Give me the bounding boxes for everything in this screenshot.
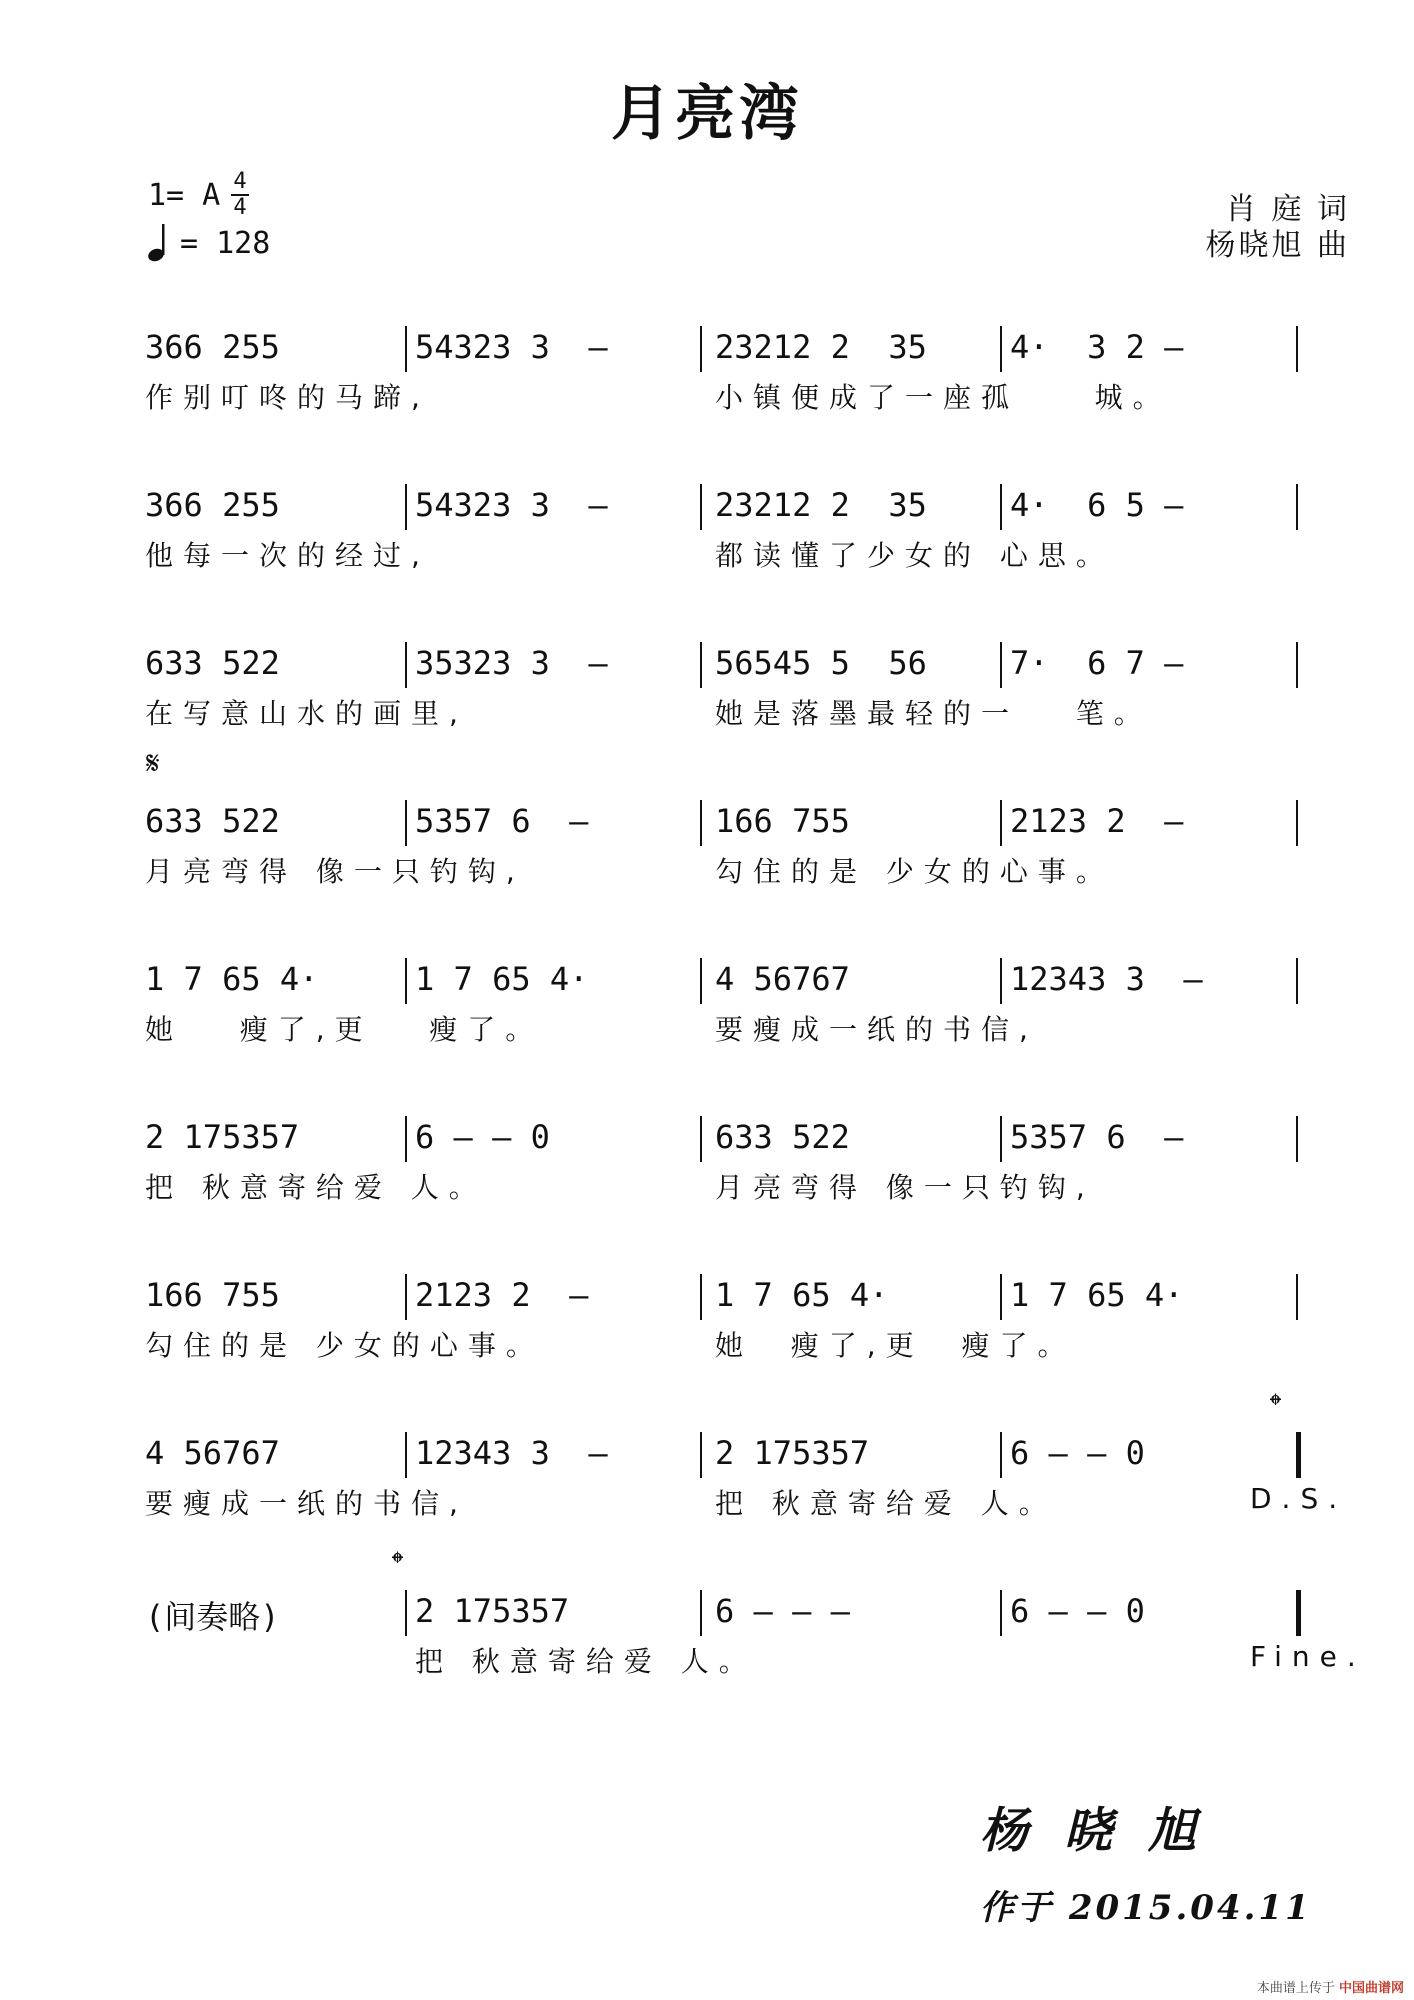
lyricist-credit: 肖 庭 词 — [1225, 192, 1350, 227]
measure-notes: 1 7 65 4· — [415, 960, 589, 998]
measure-notes: 2 175357 — [715, 1434, 870, 1472]
measure-lyrics: 他每一次的经过, — [145, 539, 430, 572]
lyrics-row — [0, 850, 1414, 894]
barline — [700, 1116, 702, 1162]
notes-row — [0, 950, 1414, 1010]
measure-notes: 54323 3 – — [415, 328, 608, 366]
score-line — [0, 1108, 1414, 1258]
barline — [700, 1274, 702, 1320]
measure-lyrics: 她是落墨最轻的一 笔。 — [715, 697, 1152, 730]
measure-notes: 23212 2 35 — [715, 486, 927, 524]
measure-notes: 2 175357 — [145, 1118, 300, 1156]
measure-notes: 12343 3 – — [415, 1434, 608, 1472]
barline — [700, 326, 702, 372]
barline — [405, 800, 407, 846]
notes-row — [0, 1266, 1414, 1326]
barline — [1296, 800, 1298, 846]
notes-row — [0, 792, 1414, 852]
score-line — [0, 318, 1414, 468]
quarter-note-icon — [148, 222, 166, 262]
measure-lyrics: 都读懂了少女的 心思。 — [715, 539, 1114, 572]
measure-lyrics: 作别叮咚的马蹄, — [145, 381, 430, 414]
measure-notes: 1 7 65 4· — [715, 1276, 889, 1314]
measure-notes: 633 522 — [715, 1118, 850, 1156]
measure-notes: 56545 5 56 — [715, 644, 927, 682]
measure-notes: 6 – – 0 — [1010, 1434, 1145, 1472]
barline — [405, 1590, 407, 1636]
barline — [1296, 642, 1298, 688]
measure-lyrics: D.S. — [1250, 1482, 1348, 1515]
notes-row — [0, 634, 1414, 694]
barline — [700, 1432, 702, 1478]
notes-row — [0, 476, 1414, 536]
key-signature: 1= A — [148, 178, 221, 213]
song-title: 月亮湾 — [611, 79, 803, 149]
barline — [405, 1274, 407, 1320]
time-signature — [228, 170, 252, 220]
notes-row — [0, 1108, 1414, 1168]
watermark — [1257, 1977, 1404, 1996]
measure-notes: 54323 3 – — [415, 486, 608, 524]
measure-lyrics: 在写意山水的画里, — [145, 697, 468, 730]
barline — [700, 484, 702, 530]
coda-icon: 𝄌 — [1270, 1386, 1282, 1424]
measure-notes: 366 255 — [145, 328, 280, 366]
score-line — [0, 950, 1414, 1100]
barline — [700, 958, 702, 1004]
score-line — [0, 476, 1414, 626]
measure-lyrics: 她 瘦了,更 瘦了。 — [715, 1329, 1076, 1362]
barline — [1296, 326, 1298, 372]
measure-notes: 5357 6 – — [1010, 1118, 1184, 1156]
measure-notes: (间奏略) — [145, 1598, 280, 1636]
barline — [1296, 1274, 1298, 1320]
watermark-prefix: 本曲谱上传于 — [1256, 1981, 1335, 1996]
time-signature-top: 4 — [233, 169, 247, 194]
measure-notes: 1 7 65 4· — [1010, 1276, 1184, 1314]
measure-notes: 366 255 — [145, 486, 280, 524]
barline — [700, 642, 702, 688]
measure-lyrics: 勾住的是 少女的心事。 — [715, 855, 1114, 888]
score-line — [0, 1582, 1414, 1732]
notes-row — [0, 1582, 1414, 1642]
lyrics-row — [0, 1482, 1414, 1526]
barline — [1000, 1590, 1002, 1636]
barline — [1296, 1116, 1298, 1162]
measure-lyrics: 要瘦成一纸的书信, — [715, 1013, 1038, 1046]
barline — [405, 484, 407, 530]
lyrics-row — [0, 1324, 1414, 1368]
measure-notes: 6 – – 0 — [1010, 1592, 1145, 1630]
measure-lyrics: 勾住的是 少女的心事。 — [145, 1329, 544, 1362]
lyrics-row — [0, 1166, 1414, 1210]
lyrics-row — [0, 692, 1414, 736]
measure-lyrics: 要瘦成一纸的书信, — [145, 1487, 468, 1520]
measure-notes: 2123 2 – — [415, 1276, 589, 1314]
measure-lyrics: 她 瘦了,更 瘦了。 — [145, 1013, 544, 1046]
measure-lyrics: 把 秋意寄给爱 人。 — [145, 1171, 487, 1204]
watermark-brand: 中国曲谱网 — [1338, 1981, 1404, 1996]
measure-notes: 12343 3 – — [1010, 960, 1203, 998]
barline — [1296, 958, 1298, 1004]
lyrics-row — [0, 534, 1414, 578]
measure-notes: 35323 3 – — [415, 644, 608, 682]
measure-lyrics: Fine. — [1250, 1640, 1366, 1673]
barline — [1000, 1274, 1002, 1320]
barline — [700, 800, 702, 846]
composer-signature: 杨晓旭 — [980, 1803, 1233, 1859]
measure-notes: 7· 6 7 – — [1010, 644, 1184, 682]
measure-lyrics: 月亮弯得 像一只钓钩, — [715, 1171, 1095, 1204]
barline — [1000, 326, 1002, 372]
score-line — [0, 792, 1414, 942]
barline — [1296, 1432, 1301, 1478]
composer-credit: 杨晓旭 曲 — [1205, 228, 1350, 263]
composition-date: 作于 2015.04.11 — [980, 1888, 1312, 1928]
measure-lyrics: 把 秋意寄给爱 人。 — [715, 1487, 1057, 1520]
barline — [1000, 1432, 1002, 1478]
barline — [405, 958, 407, 1004]
measure-notes: 166 755 — [145, 1276, 280, 1314]
measure-notes: 6 – – – — [715, 1592, 850, 1630]
measure-lyrics: 月亮弯得 像一只钓钩, — [145, 855, 525, 888]
barline — [700, 1590, 702, 1636]
tempo-marking: = 128 — [180, 226, 271, 261]
notes-row — [0, 318, 1414, 378]
lyrics-row — [0, 1008, 1414, 1052]
barline — [1000, 958, 1002, 1004]
measure-notes: 23212 2 35 — [715, 328, 927, 366]
barline — [1000, 1116, 1002, 1162]
barline — [1296, 484, 1298, 530]
measure-notes: 4· 6 5 – — [1010, 486, 1184, 524]
measure-notes: 4 56767 — [715, 960, 850, 998]
measure-notes: 166 755 — [715, 802, 850, 840]
measure-notes: 1 7 65 4· — [145, 960, 319, 998]
measure-lyrics: 小镇便成了一座孤 城。 — [715, 381, 1171, 414]
score-line — [0, 634, 1414, 784]
measure-notes: 633 522 — [145, 644, 280, 682]
measure-notes: 2 175357 — [415, 1592, 570, 1630]
segno-icon: 𝄋 — [146, 744, 160, 782]
notes-row — [0, 1424, 1414, 1484]
lyrics-row — [0, 376, 1414, 420]
barline — [405, 642, 407, 688]
lyrics-row — [0, 1640, 1414, 1684]
time-signature-bottom: 4 — [233, 195, 247, 220]
barline — [1000, 800, 1002, 846]
barline — [405, 1432, 407, 1478]
measure-notes: 633 522 — [145, 802, 280, 840]
measure-notes: 5357 6 – — [415, 802, 589, 840]
score-line — [0, 1424, 1414, 1574]
barline — [405, 326, 407, 372]
barline — [1000, 642, 1002, 688]
measure-notes: 2123 2 – — [1010, 802, 1184, 840]
measure-notes: 4· 3 2 – — [1010, 328, 1184, 366]
measure-notes: 4 56767 — [145, 1434, 280, 1472]
measure-lyrics: 把 秋意寄给爱 人。 — [415, 1645, 757, 1678]
score-line — [0, 1266, 1414, 1416]
barline — [1000, 484, 1002, 530]
coda-icon: 𝄌 — [392, 1544, 404, 1582]
barline — [405, 1116, 407, 1162]
barline — [1296, 1590, 1301, 1636]
measure-notes: 6 – – 0 — [415, 1118, 550, 1156]
